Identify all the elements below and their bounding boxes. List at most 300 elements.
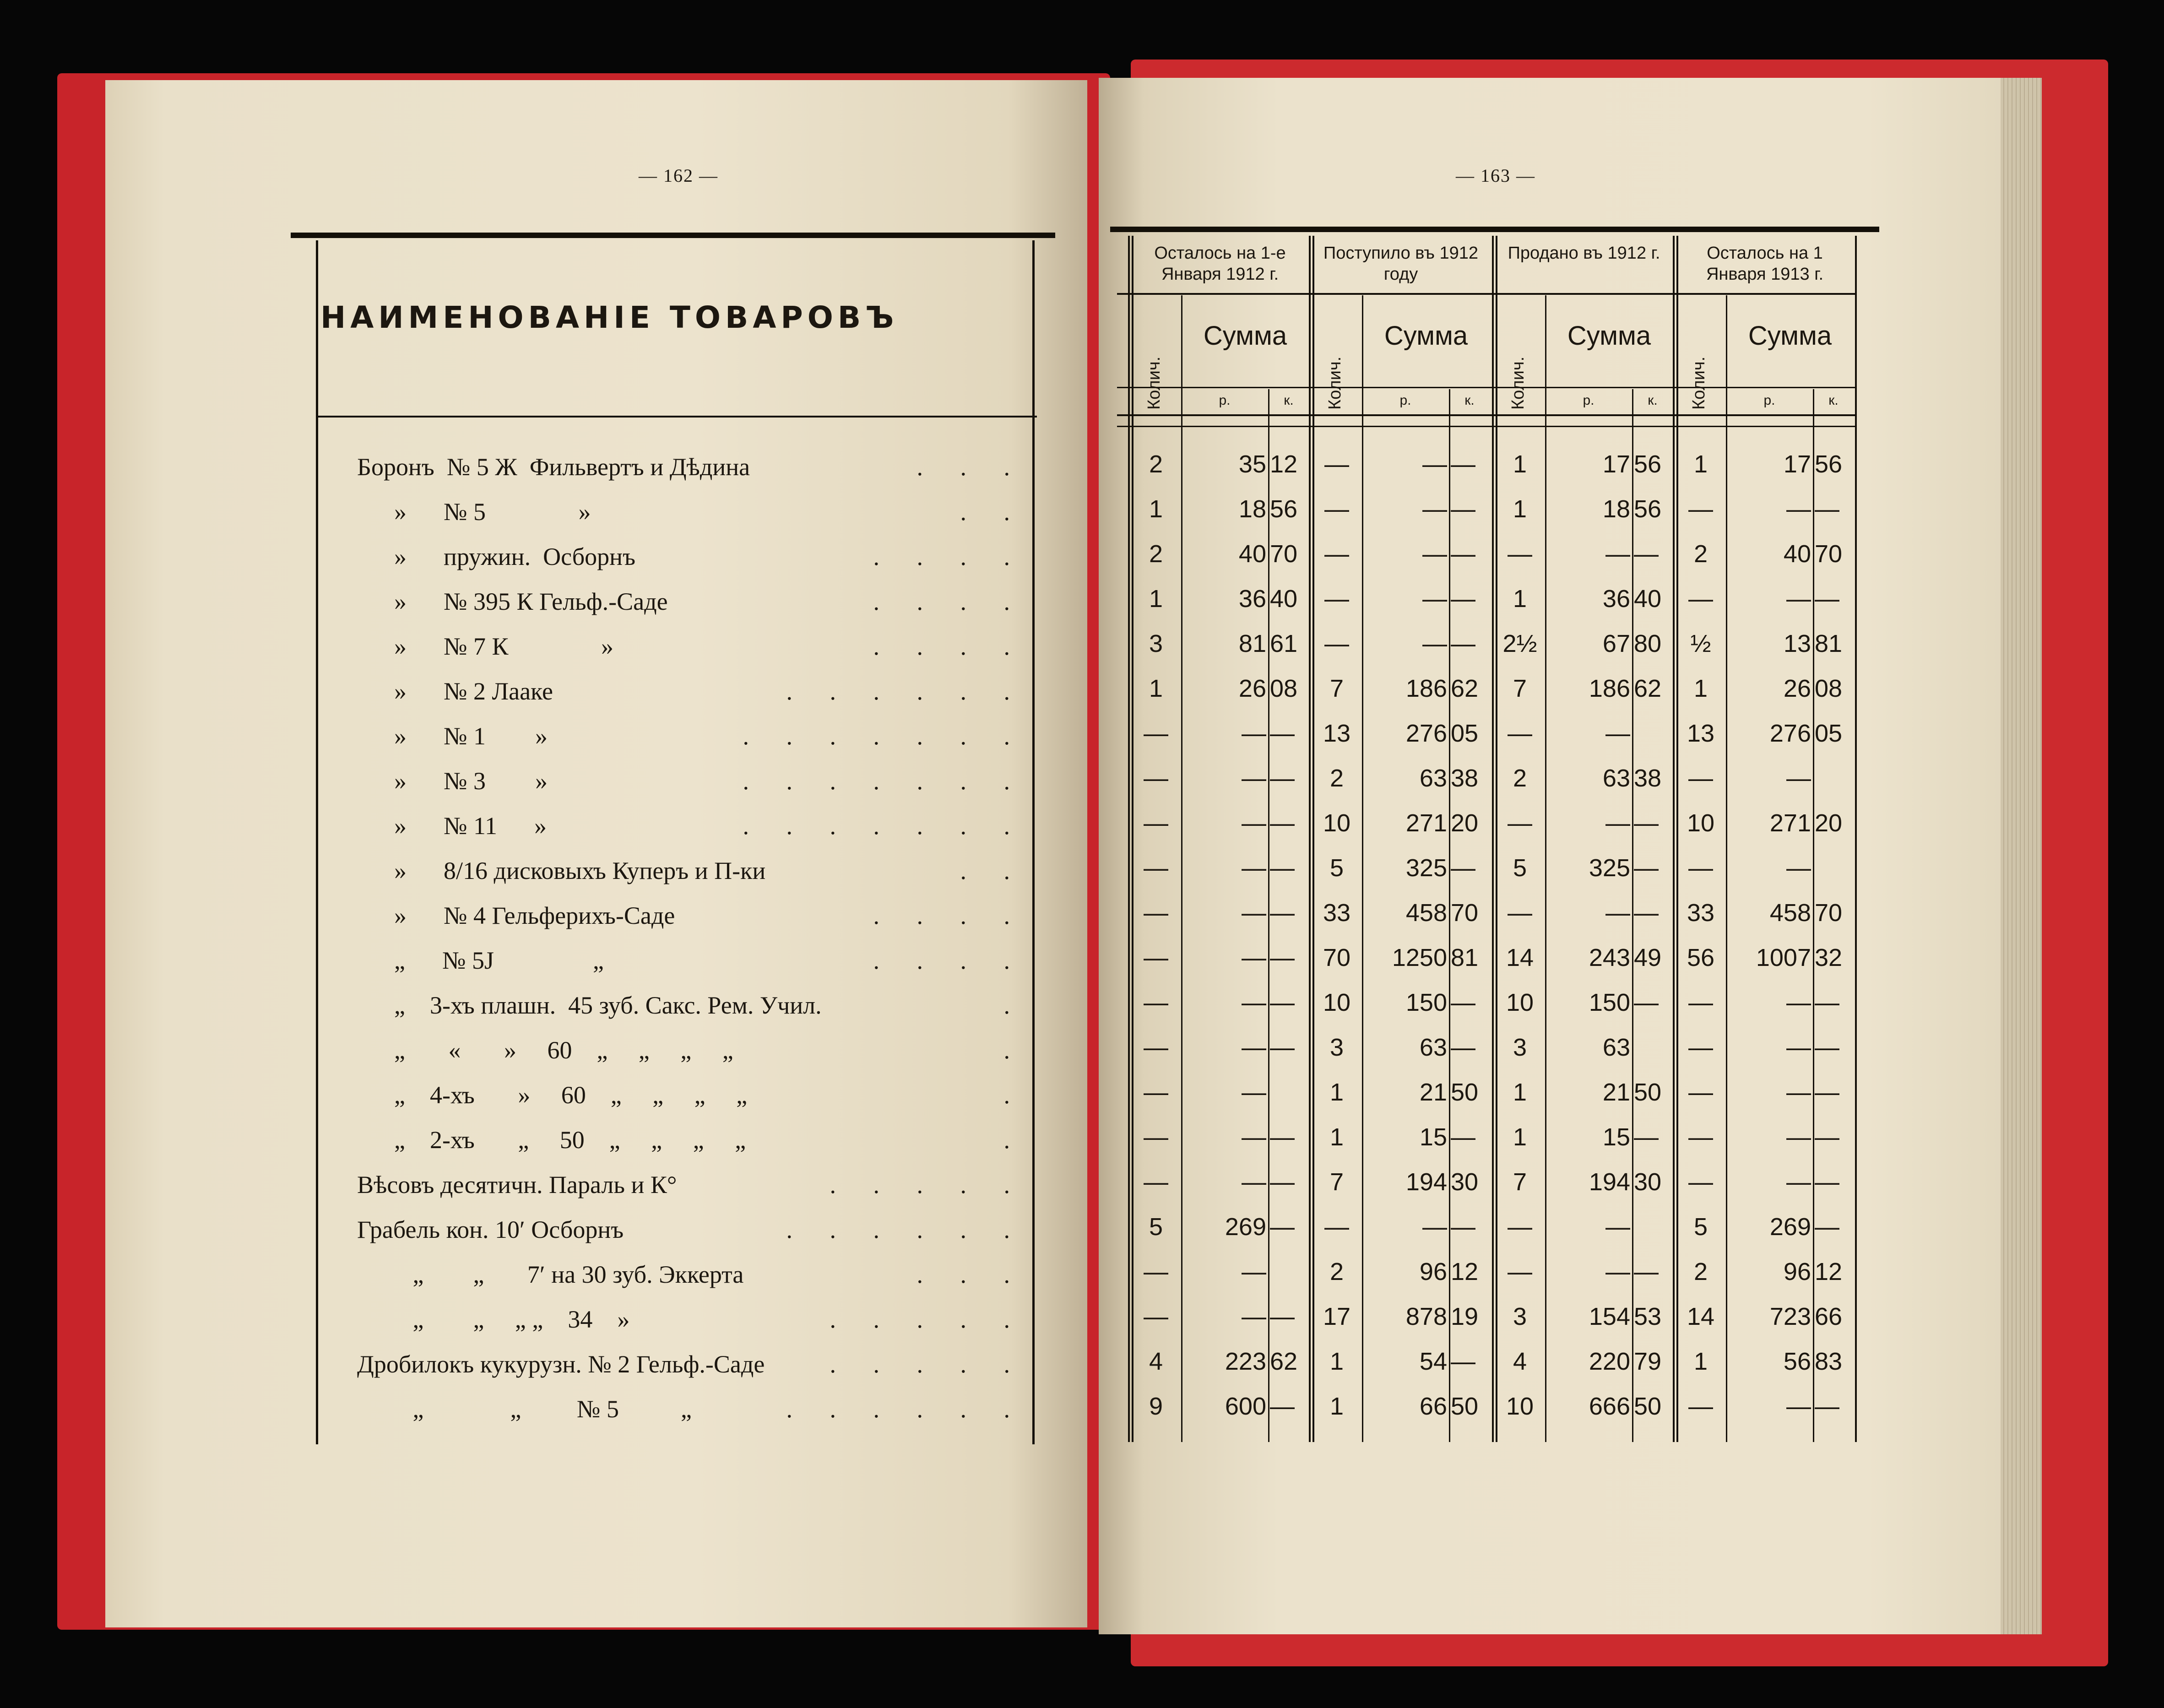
qty-cell: — — [1688, 1123, 1713, 1151]
group-separator — [1309, 236, 1311, 1442]
kopecks-column-header: к. — [1828, 393, 1839, 408]
kopecks-cell: — — [1270, 989, 1295, 1016]
item-name: » № 1 » — [357, 722, 548, 750]
kopecks-cell: — — [1634, 1123, 1659, 1151]
rubles-cell: 186 — [1405, 675, 1447, 702]
qty-cell: 1 — [1513, 1079, 1527, 1106]
group-separator — [1492, 236, 1494, 1442]
rubles-cell: — — [1422, 540, 1447, 568]
rubles-cell: — — [1786, 1123, 1811, 1151]
column-group-header: Осталось на 1 Января 1913 г. — [1706, 244, 1824, 284]
rubles-cell: 56 — [1783, 1348, 1811, 1375]
rubles-cell: 36 — [1238, 585, 1266, 613]
kopecks-cell: — — [1815, 989, 1839, 1016]
rubles-column-header: р. — [1399, 393, 1411, 408]
item-name-row — [357, 805, 1025, 846]
page-edges — [2001, 78, 2042, 1634]
item-name: Боронъ № 5 Ж Фильвертъ и Дѣдина — [357, 453, 750, 481]
rubles-cell: 35 — [1238, 450, 1266, 478]
kopecks-column-header: к. — [1464, 393, 1475, 408]
table-border-right — [1855, 236, 1857, 1442]
qty-cell: 2 — [1693, 540, 1708, 568]
item-name: » 8/16 дисковыхъ Куперъ и П-ки — [357, 857, 766, 884]
kopecks-cell: 50 — [1634, 1079, 1662, 1106]
kopecks-cell: — — [1451, 585, 1475, 613]
left-header-rule — [318, 416, 1037, 418]
qty-cell: — — [1688, 1393, 1713, 1420]
kopecks-cell: 30 — [1451, 1168, 1479, 1196]
rubles-cell: 54 — [1419, 1348, 1447, 1375]
sum-column-header: Сумма — [1203, 321, 1287, 351]
items-column-header: НАИМЕНОВАНІЕ ТОВАРОВЪ — [320, 300, 899, 335]
kopecks-cell: — — [1815, 1393, 1839, 1420]
qty-cell: — — [1144, 720, 1168, 747]
kopecks-cell: — — [1815, 495, 1839, 523]
rubles-cell: 271 — [1405, 809, 1447, 837]
item-name: Грабель кон. 10′ Осборнъ — [357, 1216, 624, 1243]
rubles-cell: — — [1242, 1168, 1266, 1196]
leader-dots: . . . . . . — [786, 1395, 1025, 1423]
kopecks-cell: 81 — [1815, 630, 1843, 657]
qty-cell: 1 — [1149, 675, 1163, 702]
qty-cell: 1 — [1513, 585, 1527, 613]
rubles-cell: — — [1786, 585, 1811, 613]
leader-dots: . . . . — [873, 543, 1025, 570]
leader-dots: . — [1003, 1036, 1025, 1064]
qty-cell: 7 — [1513, 675, 1527, 702]
rubles-cell: — — [1786, 1079, 1811, 1106]
rubles-cell: 66 — [1419, 1393, 1447, 1420]
kopecks-column-header: к. — [1284, 393, 1294, 408]
qty-cell: 3 — [1513, 1034, 1527, 1061]
rubles-cell: 63 — [1602, 1034, 1630, 1061]
qty-cell: 2½ — [1502, 630, 1537, 657]
qty-cell: 10 — [1506, 1393, 1534, 1420]
kopecks-cell: — — [1634, 854, 1659, 882]
qty-cell: 1 — [1513, 1123, 1527, 1151]
item-name: „ „ „ „ 34 » — [357, 1306, 630, 1333]
item-name-row — [357, 491, 1025, 532]
kopecks-cell: — — [1270, 854, 1295, 882]
kopecks-cell: — — [1270, 944, 1295, 971]
qty-cell: 3 — [1149, 630, 1163, 657]
rubles-cell: 223 — [1225, 1348, 1266, 1375]
kopecks-cell: — — [1451, 630, 1475, 657]
item-name-row — [357, 940, 1025, 981]
kop-separator — [1813, 389, 1814, 1442]
kopecks-cell: 19 — [1451, 1303, 1479, 1330]
kopecks-cell: — — [1634, 540, 1659, 568]
leader-dots: . . . . — [873, 633, 1025, 660]
qty-cell: — — [1324, 495, 1349, 523]
rubles-cell: — — [1422, 1213, 1447, 1241]
rubles-cell: 723 — [1769, 1303, 1811, 1330]
qty-cell: — — [1144, 944, 1168, 971]
rubles-cell: — — [1786, 1168, 1811, 1196]
rubles-cell: 15 — [1602, 1123, 1630, 1151]
item-name-row — [357, 536, 1025, 577]
qty-cell: — — [1688, 1168, 1713, 1196]
rubles-cell: 154 — [1589, 1303, 1630, 1330]
qty-cell: — — [1508, 1213, 1532, 1241]
kopecks-cell: 05 — [1451, 720, 1479, 747]
rubles-cell: — — [1242, 1034, 1266, 1061]
header-rule-2 — [1117, 387, 1856, 388]
rubles-cell: — — [1242, 944, 1266, 971]
kopecks-cell: — — [1270, 1168, 1295, 1196]
rubles-cell: — — [1242, 809, 1266, 837]
rubles-cell: 81 — [1238, 630, 1266, 657]
qty-column-header: Колич. — [1325, 356, 1345, 410]
item-name-row — [357, 671, 1025, 712]
kopecks-cell: 12 — [1815, 1258, 1843, 1285]
rubles-cell: 21 — [1419, 1079, 1447, 1106]
qty-cell: 10 — [1687, 809, 1715, 837]
rubles-cell: 150 — [1405, 989, 1447, 1016]
kopecks-cell: 56 — [1815, 450, 1843, 478]
kopecks-cell: 40 — [1270, 585, 1298, 613]
left-table-border — [316, 240, 318, 1444]
rubles-cell: 18 — [1238, 495, 1266, 523]
rubles-cell: 186 — [1589, 675, 1630, 702]
leader-dots: . . . . . — [830, 1171, 1025, 1198]
kopecks-cell: 53 — [1634, 1303, 1662, 1330]
rubles-cell: 21 — [1602, 1079, 1630, 1106]
kopecks-cell — [1815, 756, 1852, 801]
qty-cell: 1 — [1513, 450, 1527, 478]
item-name: Вѣсовъ десятичн. Параль и К° — [357, 1171, 677, 1198]
kopecks-cell: 70 — [1451, 899, 1479, 927]
qty-cell: 33 — [1323, 899, 1351, 927]
qty-cell: 13 — [1687, 720, 1715, 747]
kopecks-cell: — — [1815, 1079, 1839, 1106]
kopecks-cell: 70 — [1815, 540, 1843, 568]
item-name-row — [357, 1164, 1025, 1205]
kopecks-cell: 20 — [1451, 809, 1479, 837]
qty-cell: — — [1508, 1258, 1532, 1285]
qty-cell: 3 — [1329, 1034, 1344, 1061]
qty-cell: — — [1324, 1213, 1349, 1241]
rubles-cell: 36 — [1602, 585, 1630, 613]
rubles-column-header: р. — [1583, 393, 1595, 408]
item-name: „ 3-хъ плашн. 45 зуб. Сакс. Рем. Учил. — [357, 992, 822, 1019]
kopecks-cell: 62 — [1634, 675, 1662, 702]
column-group-header: Поступило въ 1912 году — [1323, 244, 1479, 284]
item-name-row — [357, 1344, 1025, 1385]
kopecks-cell: — — [1451, 854, 1475, 882]
rubles-cell: 17 — [1783, 450, 1811, 478]
kopecks-cell: — — [1451, 495, 1475, 523]
qty-cell: 5 — [1693, 1213, 1708, 1241]
qty-cell: — — [1324, 540, 1349, 568]
kopecks-cell: — — [1270, 765, 1295, 792]
left-table-border-right — [1032, 240, 1035, 1444]
kopecks-column-header: к. — [1648, 393, 1658, 408]
item-name-row — [357, 1209, 1025, 1250]
qty-cell: 1 — [1693, 1348, 1708, 1375]
qty-cell: — — [1324, 450, 1349, 478]
leader-dots: . . . — [917, 1261, 1025, 1288]
kopecks-cell: — — [1451, 1123, 1475, 1151]
rubles-cell: 194 — [1405, 1168, 1447, 1196]
rubles-cell: — — [1242, 989, 1266, 1016]
kopecks-cell: — — [1451, 540, 1475, 568]
kopecks-cell: 20 — [1815, 809, 1843, 837]
leader-dots: . . — [960, 857, 1025, 884]
item-name: „ „ 7′ на 30 зуб. Эккерта — [357, 1261, 744, 1288]
leader-dots: . . . . . — [830, 1350, 1025, 1378]
kop-separator — [1449, 389, 1450, 1442]
qty-cell: — — [1144, 989, 1168, 1016]
kopecks-cell: 70 — [1815, 899, 1843, 927]
rubles-cell: 63 — [1419, 1034, 1447, 1061]
left-page-number: — 162 — — [639, 165, 718, 186]
kopecks-cell — [1634, 711, 1671, 756]
kopecks-cell: — — [1815, 1168, 1839, 1196]
qty-cell: 5 — [1513, 854, 1527, 882]
leader-dots: . . . . . . . — [743, 767, 1025, 795]
item-name: » № 2 Лааке — [357, 678, 553, 705]
rubles-cell: — — [1242, 1303, 1266, 1330]
item-name: „ 2-хъ „ 50 „ „ „ „ — [357, 1126, 746, 1154]
left-top-rule — [291, 233, 1055, 238]
header-rule-1 — [1117, 293, 1856, 295]
kopecks-cell: 12 — [1270, 450, 1298, 478]
qty-cell: — — [1688, 854, 1713, 882]
qty-cell: 5 — [1149, 1213, 1163, 1241]
qty-cell: 5 — [1329, 854, 1344, 882]
qty-cell: 7 — [1329, 1168, 1344, 1196]
kopecks-cell: — — [1270, 809, 1295, 837]
kopecks-cell: — — [1270, 1213, 1295, 1241]
rubles-column-header: р. — [1763, 393, 1775, 408]
qty-cell: — — [1144, 809, 1168, 837]
rubles-cell: — — [1242, 1079, 1266, 1106]
leader-dots: . . . . . . — [786, 1216, 1025, 1243]
qty-cell: 10 — [1506, 989, 1534, 1016]
rubles-cell: 1250 — [1392, 944, 1447, 971]
kopecks-cell: 40 — [1634, 585, 1662, 613]
item-name: Дробилокъ кукурузн. № 2 Гельф.-Саде — [357, 1350, 765, 1378]
item-name: » пружин. Осборнъ — [357, 543, 636, 570]
item-name: » № 4 Гельферихъ-Саде — [357, 902, 675, 929]
rubles-cell: 600 — [1225, 1393, 1266, 1420]
qty-cell: — — [1508, 540, 1532, 568]
rubles-cell: 96 — [1783, 1258, 1811, 1285]
item-name: „ № 5J „ — [357, 947, 604, 974]
leader-dots: . . . . . — [830, 1306, 1025, 1333]
qty-column-header: Колич. — [1689, 356, 1708, 410]
kopecks-cell: 05 — [1815, 720, 1843, 747]
qty-cell: 56 — [1687, 944, 1715, 971]
qty-column-header: Колич. — [1144, 356, 1164, 410]
rubles-cell: 666 — [1589, 1393, 1630, 1420]
rubles-cell: 26 — [1238, 675, 1266, 702]
column-group-header: Продано въ 1912 г. — [1508, 244, 1660, 263]
rubles-cell: 276 — [1405, 720, 1447, 747]
rubles-cell: 878 — [1405, 1303, 1447, 1330]
item-name-row — [357, 581, 1025, 622]
rubles-cell: 194 — [1589, 1168, 1630, 1196]
kopecks-cell: — — [1451, 1034, 1475, 1061]
qty-cell: 1 — [1149, 495, 1163, 523]
qty-cell: — — [1508, 720, 1532, 747]
kopecks-cell: 12 — [1451, 1258, 1479, 1285]
rubles-cell: 67 — [1602, 630, 1630, 657]
item-name: » № 7 К » — [357, 633, 614, 660]
kopecks-cell: 81 — [1451, 944, 1479, 971]
item-name-row — [357, 716, 1025, 757]
rubles-cell: 40 — [1238, 540, 1266, 568]
rubles-cell: — — [1422, 450, 1447, 478]
qty-cell: 3 — [1513, 1303, 1527, 1330]
rubles-cell: — — [1242, 720, 1266, 747]
rubles-cell: 17 — [1602, 450, 1630, 478]
rubles-cell: 150 — [1589, 989, 1630, 1016]
kopecks-cell: 56 — [1270, 495, 1298, 523]
rubles-cell: — — [1242, 1258, 1266, 1285]
leader-dots: . — [1003, 1081, 1025, 1109]
right-page-number: — 163 — — [1456, 165, 1535, 186]
rubles-cell: — — [1242, 765, 1266, 792]
qty-cell: — — [1324, 630, 1349, 657]
sum-column-header: Сумма — [1384, 321, 1468, 351]
qty-cell: — — [1508, 809, 1532, 837]
kopecks-cell: 08 — [1270, 675, 1298, 702]
qty-cell: 1 — [1693, 675, 1708, 702]
kopecks-cell: — — [1451, 989, 1475, 1016]
qty-cell: — — [1688, 495, 1713, 523]
group-separator — [1128, 236, 1130, 1442]
rubles-cell: 63 — [1419, 765, 1447, 792]
item-name: » № 5 » — [357, 498, 591, 526]
sum-column-header: Сумма — [1567, 321, 1651, 351]
qty-cell: 2 — [1693, 1258, 1708, 1285]
kopecks-cell: — — [1451, 1348, 1475, 1375]
qty-cell: 2 — [1329, 765, 1344, 792]
qty-cell: — — [1508, 899, 1532, 927]
leader-dots: . — [1003, 992, 1025, 1019]
kop-separator — [1268, 389, 1269, 1442]
qty-cell: 14 — [1687, 1303, 1715, 1330]
kopecks-cell — [1634, 1204, 1671, 1249]
rubles-cell: 458 — [1769, 899, 1811, 927]
kopecks-cell: 70 — [1270, 540, 1298, 568]
header-rule-4 — [1117, 426, 1856, 427]
rubles-cell: 15 — [1419, 1123, 1447, 1151]
header-rule-3 — [1117, 414, 1856, 416]
column-group-header: Осталось на 1-е Января 1912 г. — [1154, 244, 1286, 284]
qty-cell: 1 — [1513, 495, 1527, 523]
kopecks-cell: 80 — [1634, 630, 1662, 657]
qty-cell: ½ — [1690, 630, 1711, 657]
rubles-cell: — — [1422, 630, 1447, 657]
rubles-cell: — — [1786, 1034, 1811, 1061]
kopecks-cell — [1270, 1070, 1307, 1115]
kopecks-cell: — — [1634, 899, 1659, 927]
item-name-row — [357, 1254, 1025, 1295]
qty-column-header: Колич. — [1508, 356, 1528, 410]
qty-cell: 10 — [1323, 989, 1351, 1016]
item-name-row — [357, 1388, 1025, 1430]
qty-cell: — — [1688, 1079, 1713, 1106]
rubles-cell: 220 — [1589, 1348, 1630, 1375]
qty-cell: 1 — [1693, 450, 1708, 478]
rubles-cell: — — [1605, 1213, 1630, 1241]
qty-cell: 13 — [1323, 720, 1351, 747]
item-name: „ « » 60 „ „ „ „ — [357, 1036, 733, 1064]
qty-cell: 1 — [1329, 1348, 1344, 1375]
item-name: » № 11 » — [357, 812, 547, 840]
kopecks-cell: — — [1270, 720, 1295, 747]
kopecks-cell: 49 — [1634, 944, 1662, 971]
qty-cell: 2 — [1149, 450, 1163, 478]
kopecks-cell: — — [1815, 1213, 1839, 1241]
qty-cell: 70 — [1323, 944, 1351, 971]
rubles-cell: 276 — [1769, 720, 1811, 747]
rubles-cell: — — [1605, 899, 1630, 927]
qty-cell: 10 — [1323, 809, 1351, 837]
item-name-row — [357, 1119, 1025, 1160]
qty-cell: — — [1144, 854, 1168, 882]
item-name-row — [357, 1299, 1025, 1340]
rubles-cell: — — [1605, 1258, 1630, 1285]
item-name-row — [357, 895, 1025, 936]
item-name: „ 4-хъ » 60 „ „ „ „ — [357, 1081, 748, 1109]
kopecks-cell: 79 — [1634, 1348, 1662, 1375]
rubles-cell: 13 — [1783, 630, 1811, 657]
kopecks-cell — [1270, 1249, 1307, 1294]
kopecks-cell — [1634, 1025, 1671, 1070]
rubles-cell: 40 — [1783, 540, 1811, 568]
rubles-cell: — — [1786, 989, 1811, 1016]
kopecks-cell: 83 — [1815, 1348, 1843, 1375]
item-name-row — [357, 1030, 1025, 1071]
qty-cell: 1 — [1329, 1123, 1344, 1151]
qty-cell: — — [1688, 989, 1713, 1016]
item-name: » № 395 К Гельф.-Саде — [357, 588, 668, 615]
kopecks-cell: 66 — [1815, 1303, 1843, 1330]
sum-column-header: Сумма — [1748, 321, 1832, 351]
kopecks-cell: 56 — [1634, 495, 1662, 523]
kopecks-cell: 56 — [1634, 450, 1662, 478]
kopecks-cell: — — [1451, 1213, 1475, 1241]
kopecks-cell: 30 — [1634, 1168, 1662, 1196]
rubles-cell: 96 — [1419, 1258, 1447, 1285]
rubles-cell: 269 — [1769, 1213, 1811, 1241]
leader-dots: . — [1003, 1126, 1025, 1154]
rubles-cell: 18 — [1602, 495, 1630, 523]
item-name-row — [357, 446, 1025, 488]
rubles-cell: 458 — [1405, 899, 1447, 927]
kopecks-cell: — — [1270, 1303, 1295, 1330]
kopecks-cell: — — [1634, 989, 1659, 1016]
rubles-cell: 269 — [1225, 1213, 1266, 1241]
rubles-cell: — — [1786, 1393, 1811, 1420]
kop-separator — [1632, 389, 1633, 1442]
kopecks-cell: 38 — [1634, 765, 1662, 792]
kopecks-cell: 50 — [1451, 1079, 1479, 1106]
rubles-cell: — — [1786, 765, 1811, 792]
rubles-cell: — — [1242, 854, 1266, 882]
qty-cell: — — [1688, 765, 1713, 792]
item-name: » № 3 » — [357, 767, 548, 795]
qty-cell: 2 — [1149, 540, 1163, 568]
qty-cell: — — [1144, 1079, 1168, 1106]
rubles-cell: — — [1422, 495, 1447, 523]
right-top-rule — [1110, 227, 1879, 232]
item-name-row — [357, 626, 1025, 667]
